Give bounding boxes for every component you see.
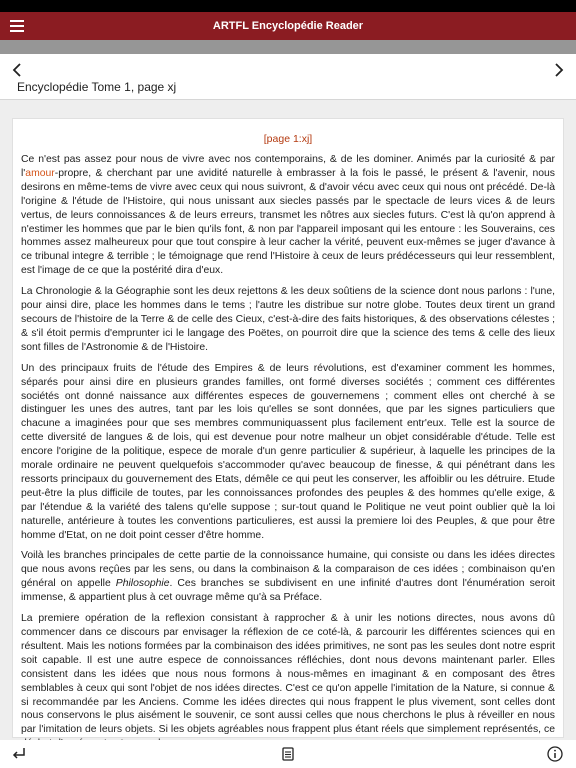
article-paragraph: Un des principaux fruits de l'étude des Empires & de leurs révolutions, est d'examiner comment les hommes, séparés pour ainsi dire en plusieurs grandes familles, ont formé diverses sociétés ; comment ces différentes sociétés ont donné naissance aux différentes especes de gouvernemens ; comment elles ont cherché à se distinguer les unes des autres, tant par les lois qu'elles se sont données, que par les signes particuliers que chacune a imaginées pour que ses membres communiquassent plus facilement entr'eux. Telle est la source de cette diversité de langues & de lois, qui est devenue pour notre malheur un objet considérable d'étude. Telle est encore l'origine de la politique, espece de morale d'un genre particulier & supérieur, à laquelle les principes de la morale ordinaire ne peuvent quelquefois s'accommoder qu'avec beaucoup de finesse, & qui pénétrant dans les ressorts principaux du gouvernement des Etats, démêle ce qui peut les conserver, les affoiblir ou les détruire. Etude peut-être la plus difficile de toutes, par les connoissances profondes des peuples & des hommes qu'elle exige, & par l'étendue & la variété des talens qu'elle suppose ; sur-tout quand le Politique ne veut point oublier què la loi naturelle, antérieure à toutes les conventions particulieres, est aussi la premiere loi des Peuples, & que pour être homme d'Etat, on ne doit point cesser d'être homme. bbox=[21, 362, 555, 541]
article-paragraph: La Chronologie & la Géographie sont les deux rejettons & les deux soûtiens de la science dont nous parlons : l'une, pour ainsi dire, place les hommes dans le tems ; l'autre les distribue sur notre globe. Toutes deux tirent un grand secours de l'histoire de la Terre & de celle des Cieux, c'est-à-dire des faits historiques, & des observations célestes ; & s'il étoit permis d'emprunter ici le langage des Poëtes, on pourroit dire que la science des tems & celle des lieux sont filles de l'Astronomie & de l'Histoire. bbox=[21, 286, 555, 353]
document-icon[interactable] bbox=[279, 745, 297, 763]
highlighted-term[interactable]: amour bbox=[25, 167, 55, 179]
chevron-left-icon[interactable] bbox=[6, 58, 28, 82]
navigation-bar bbox=[0, 54, 576, 100]
text-run: Ce n'est pas assez pour nous de vivre avec nos contemporains, & de les dominer. Animés par la curiosité & par l' bbox=[21, 154, 555, 179]
text-run: . Ces branches se subdivisent en une infinité d'autres dont l'énumération seroit immense, & appartient plus à cet ouvrage même qu'à sa Préface. bbox=[21, 578, 555, 604]
page-title: Encyclopédie Tome 1, page xj bbox=[17, 80, 177, 94]
app-bar bbox=[0, 12, 576, 40]
return-arrow-icon[interactable] bbox=[10, 745, 28, 763]
info-icon[interactable] bbox=[546, 745, 564, 763]
page-marker: [page 1:xj] bbox=[263, 133, 313, 145]
status-bar bbox=[0, 0, 576, 12]
text-run: -propre, & cherchant par une avidité naturelle à embrasser à la fois le passé, le présent & l'avenir, nous desirons en même-tems de vivre avec ceux qui nous suivront, & d'avoir vécu avec ceux qui nous ont précédé. De-là l'origine & l'étude de l'Histoire, qui nous unissant aux siecles passés par le spectacle de leurs vices & de leurs vertus, de leurs connoissances & de leurs erreurs, transmet les nôtres aux siecles futurs. C'est là qu'on apprend à n'estimer les hommes que par le bien qu'ils font, & non par l'appareil imposant qui les entoure : les Souverains, ces hommes assez malheureux pour que tout conspire à leur cacher la vérité, peuvent eux-mêmes se juger d'avance à ce tribunal integre & terrible ; le témoignage que rend l'Histoire à ceux de leurs prédécesseurs qui leur ressemblent, est l'image de ce que la postérité dira d'eux. bbox=[21, 167, 555, 277]
chevron-right-icon[interactable] bbox=[548, 58, 570, 82]
toolbar-strip bbox=[0, 40, 576, 54]
article-paragraph bbox=[21, 153, 555, 278]
text-run: Voilà les branches principales de cette partie de la connoissance humaine, qui consiste ou dans les idées directes que nous avons reçûes par les sens, ou dans la combinaison & la comparaison de ces idées ; combinaison qu'en général on appelle bbox=[21, 550, 555, 590]
article-card bbox=[12, 118, 564, 738]
app-title: ARTFL Encyclopédie Reader bbox=[212, 20, 364, 32]
article-paragraph bbox=[21, 549, 555, 605]
bottom-toolbar bbox=[0, 740, 576, 768]
italic-term: Philosophie bbox=[115, 578, 170, 590]
article-paragraph: La premiere opération de la reflexion consistant à rapprocher & à unir les notions directes, nous avons dû commencer dans ce discours par envisager la réflexion de ce coté-là, & parcourir les différentes sciences qui en résultent. Mais les notions formées par la combinaison des idées primitives, ne sont pas les seules dont notre esprit soit capable. Il est une autre espece de connoissances réfléchies, dont nous devons maintenant parler. Elles consistent dans les idées que nous nous formons à nous-mêmes en imaginant & en composant des êtres semblables à ceux qui sont l'objet de nos idées directes. C'est ce qu'on appelle l'imitation de la Nature, si connue & si recommandée par les Anciens. Comme les idées directes qui nous frappent le plus vivement, sont celles dont nous conservons le plus aisément le souvenir, ce sont aussi celles que nous cherchons le plus à réveiller en nous par l'imitation de leurs objets. Si les objets agréables nous frappent plus étant réels que simplement représentés, ce bbox=[21, 613, 555, 736]
